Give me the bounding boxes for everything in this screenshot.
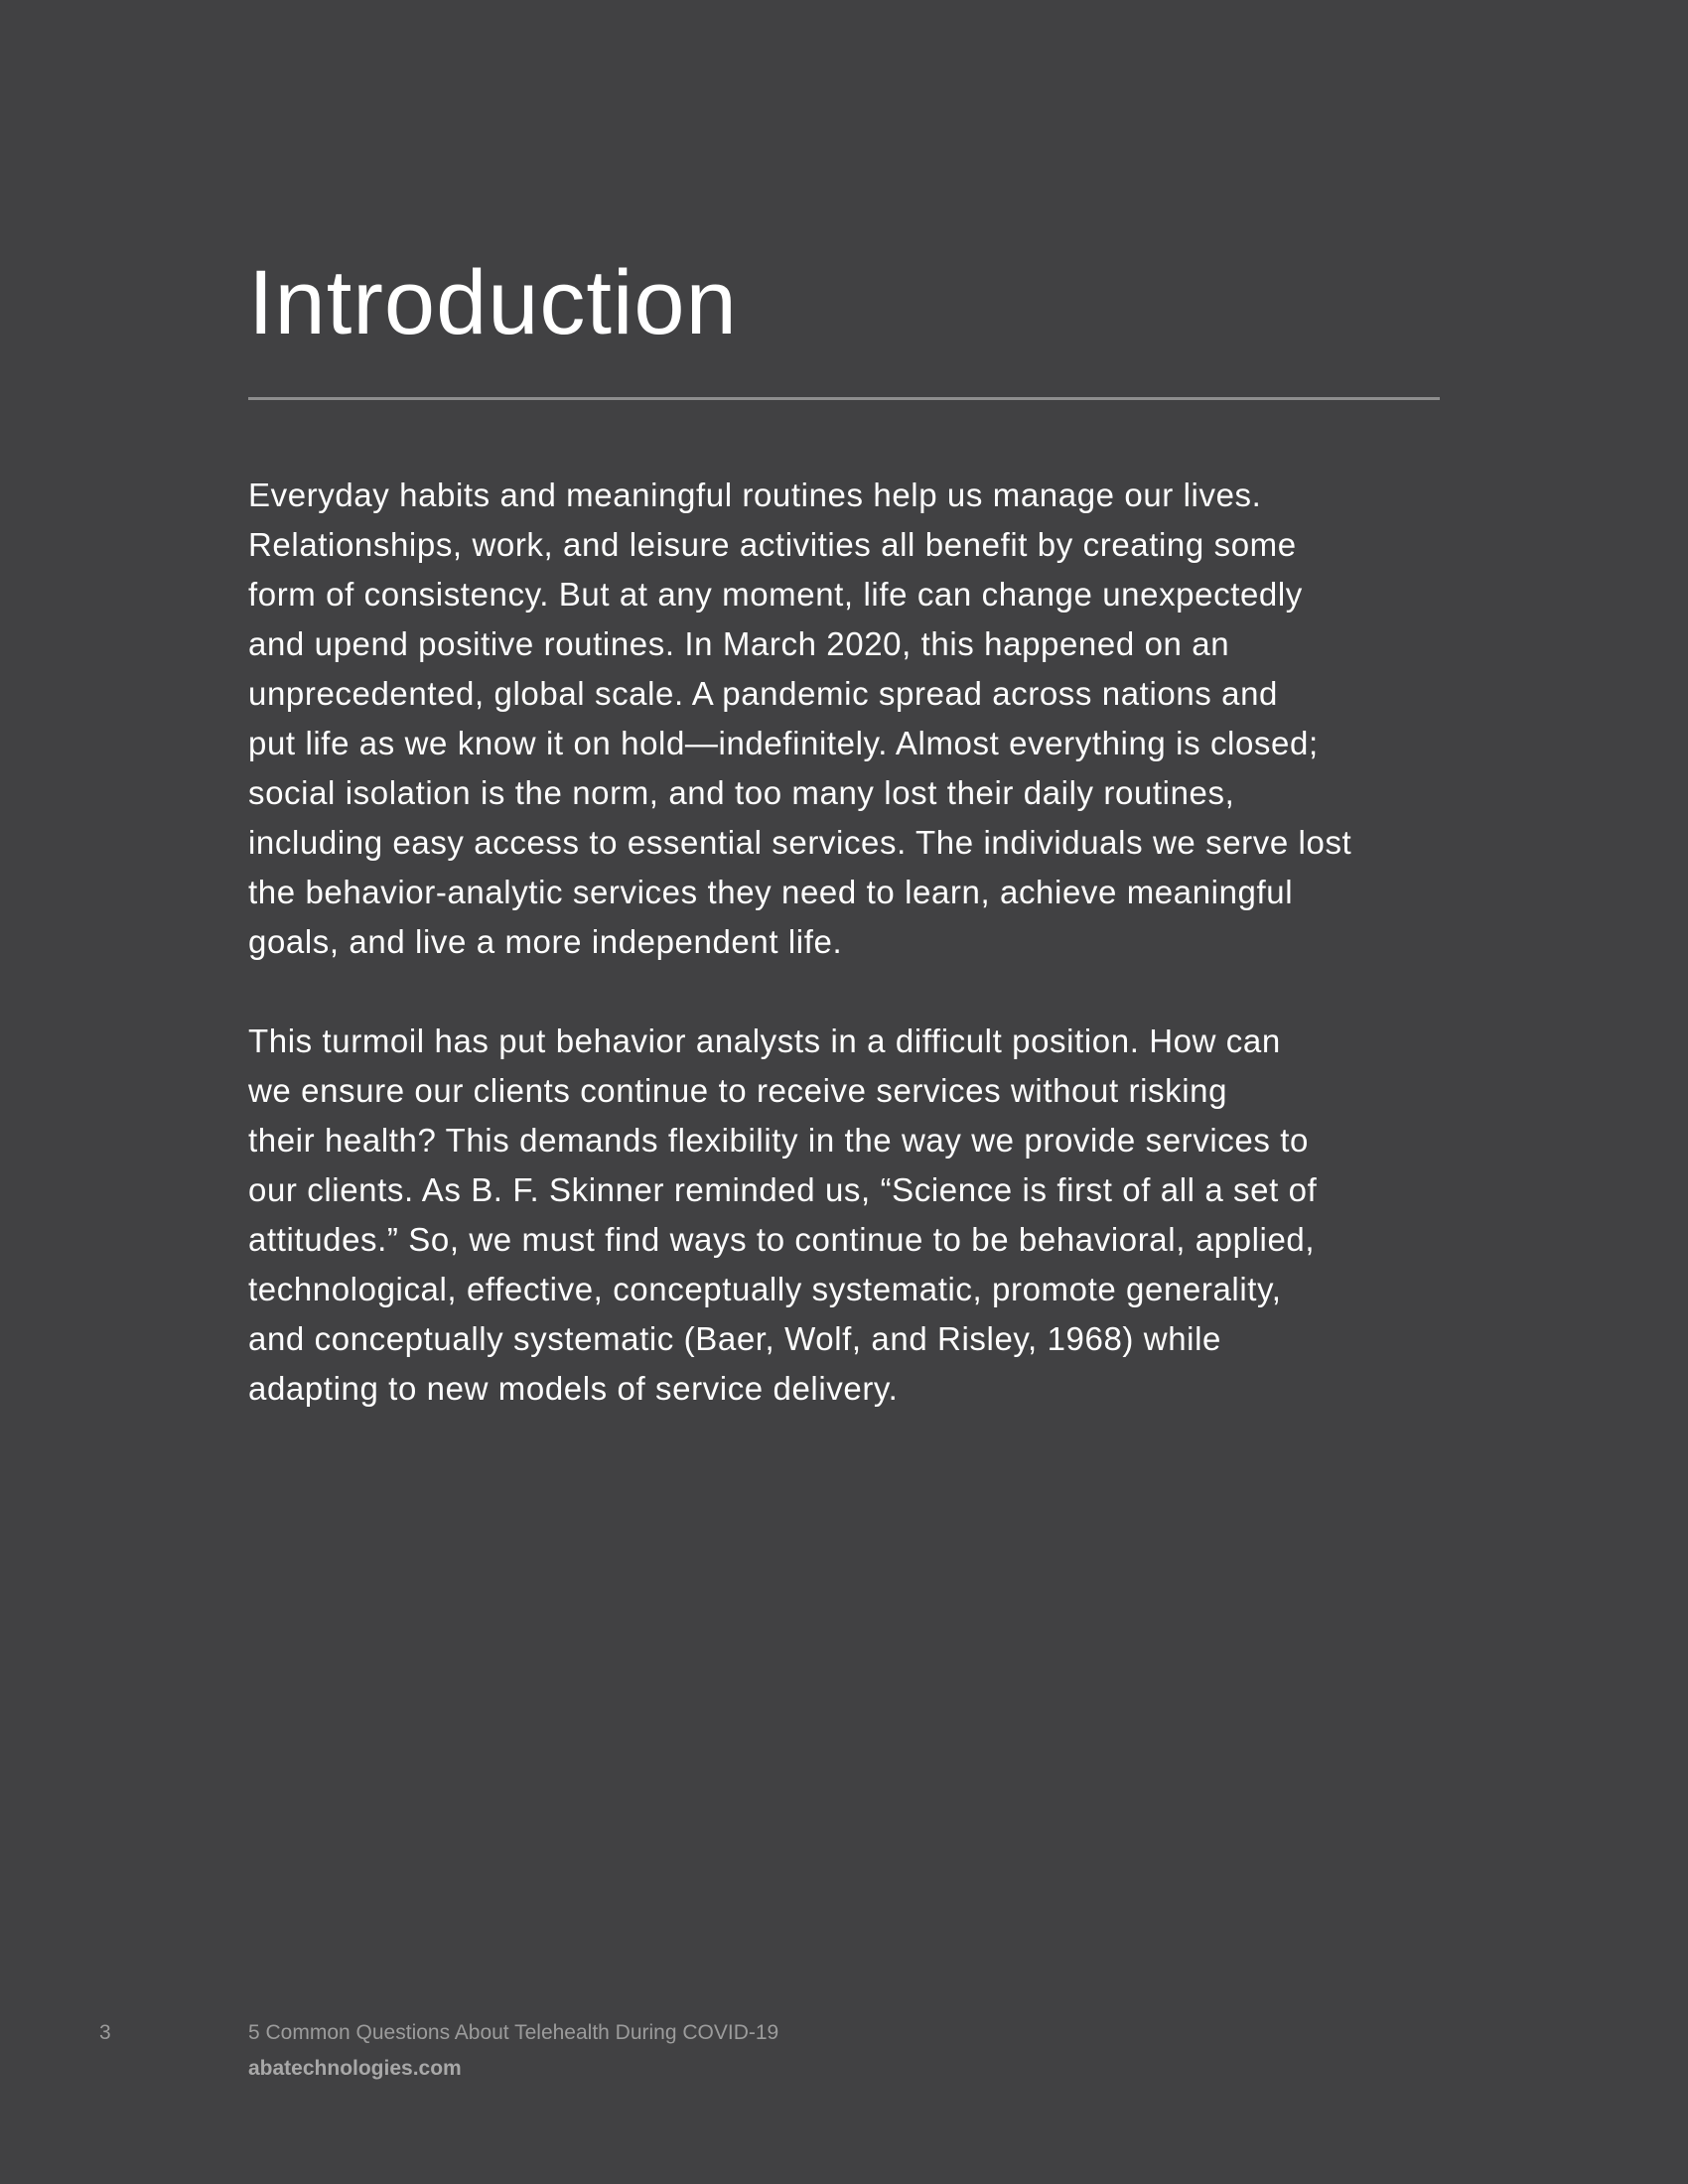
paragraph-line: Relationships, work, and leisure activities all benefit by creating some xyxy=(248,526,1297,563)
paragraph-line: put life as we know it on hold—indefinitely. Almost everything is closed; xyxy=(248,725,1319,761)
paragraph-line: our clients. As B. F. Skinner reminded us, “Science is first of all a set of xyxy=(248,1171,1318,1208)
paragraph-line: unprecedented, global scale. A pandemic spread across nations and xyxy=(248,675,1279,712)
page-number: 3 xyxy=(99,2021,111,2044)
footer-website-link[interactable]: abatechnologies.com xyxy=(248,2057,462,2080)
paragraph-line: and upend positive routines. In March 2020, this happened on an xyxy=(248,625,1230,662)
paragraph-line: Everyday habits and meaningful routines help us manage our lives. xyxy=(248,477,1262,513)
paragraph-line: the behavior-analytic services they need to learn, achieve meaningful xyxy=(248,874,1294,910)
footer-document-title: 5 Common Questions About Telehealth During COVID-19 xyxy=(248,2021,779,2044)
page-title: Introduction xyxy=(248,252,738,353)
paragraph-line: goals, and live a more independent life. xyxy=(248,923,843,960)
paragraph-line: attitudes.” So, we must find ways to continue to be behavioral, applied, xyxy=(248,1221,1316,1258)
paragraph-line: and conceptually systematic (Baer, Wolf, and Risley, 1968) while xyxy=(248,1320,1221,1357)
paragraph-line: form of consistency. But at any moment, life can change unexpectedly xyxy=(248,576,1303,613)
paragraph-line: technological, effective, conceptually systematic, promote generality, xyxy=(248,1271,1282,1307)
paragraph-line: their health? This demands flexibility in the way we provide services to xyxy=(248,1122,1309,1159)
paragraph-line: adapting to new models of service delivery. xyxy=(248,1370,899,1407)
paragraph-line: we ensure our clients continue to receive services without risking xyxy=(248,1072,1228,1109)
paragraph-1 xyxy=(248,471,1460,967)
title-divider xyxy=(248,397,1440,400)
paragraph-2 xyxy=(248,1017,1460,1414)
paragraph-line: including easy access to essential services. The individuals we serve lost xyxy=(248,824,1352,861)
paragraph-line: social isolation is the norm, and too many lost their daily routines, xyxy=(248,774,1235,811)
paragraph-line: This turmoil has put behavior analysts in a difficult position. How can xyxy=(248,1023,1281,1059)
